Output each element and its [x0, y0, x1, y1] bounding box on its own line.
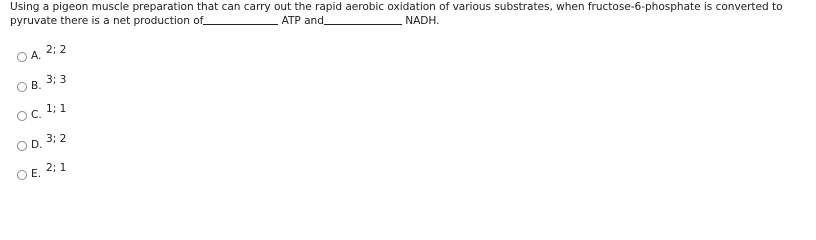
option-letter: C.: [31, 109, 42, 122]
radio-button-icon[interactable]: [17, 82, 27, 92]
question-part-1: Using a pigeon muscle preparation that can carry out the rapid aerobic oxidation of various substrates, when fructose-6-phosphate is converted to: [10, 1, 783, 13]
option-text: 2; 2: [46, 44, 67, 56]
radio-button-icon[interactable]: [17, 111, 27, 121]
option-text: 3; 3: [46, 73, 67, 86]
answer-options: [17, 41, 137, 189]
question-text: [10, 1, 814, 27]
option-text: 3; 2: [46, 132, 67, 145]
option-b[interactable]: [17, 71, 137, 101]
option-text: 2; 1: [46, 162, 67, 175]
option-text: 1; 1: [46, 103, 67, 116]
option-letter: D.: [31, 138, 43, 151]
option-letter: A.: [31, 50, 42, 62]
option-letter: E.: [31, 168, 42, 181]
answer-blank-1: [203, 14, 278, 25]
option-a[interactable]: [17, 41, 137, 71]
option-e[interactable]: [17, 159, 137, 189]
option-d[interactable]: [17, 130, 137, 160]
radio-button-icon[interactable]: [17, 141, 27, 151]
option-letter: B.: [31, 79, 42, 92]
radio-button-icon[interactable]: [17, 52, 27, 62]
question-part-3: ATP and: [281, 14, 324, 27]
answer-blank-2: [324, 14, 402, 25]
question-part-4: NADH.: [405, 14, 440, 27]
option-c[interactable]: [17, 100, 137, 130]
question-part-2: pyruvate there is a net production of: [10, 14, 204, 27]
radio-button-icon[interactable]: [17, 170, 27, 180]
